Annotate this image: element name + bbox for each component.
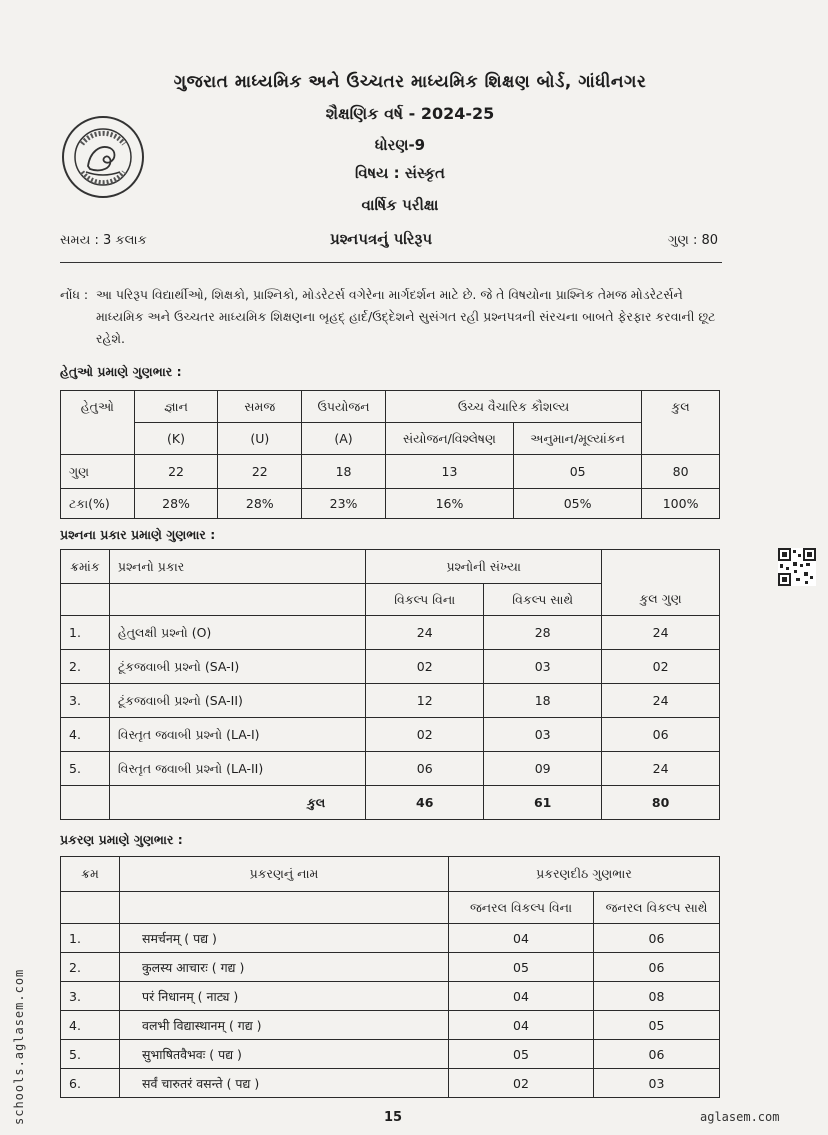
cell: વિસ્તૃત જવાબી પ્રશ્નો (LA-I)	[109, 718, 365, 752]
cell: सर्वं चारुतरं वसन्ते ( पद्य )	[120, 1069, 449, 1098]
no-header: ક્રમાંક	[61, 550, 110, 584]
empty-cell	[120, 892, 449, 924]
cell: 13	[385, 455, 513, 489]
cell: 2.	[61, 953, 120, 982]
evaluation-header: અનુમાન/મૂલ્યાંકન	[514, 423, 642, 455]
cell: 4.	[61, 1011, 120, 1040]
cell: 02	[449, 1069, 594, 1098]
cell: वलभी विद्यास्थानम् ( गद्य )	[120, 1011, 449, 1040]
knowledge-header: જ્ઞાન	[134, 391, 218, 423]
cell: 28%	[218, 489, 302, 519]
cell: 100%	[642, 489, 720, 519]
cell: 24	[602, 684, 720, 718]
chapters-table	[60, 856, 720, 1098]
cell: 5.	[61, 752, 110, 786]
empty-cell	[61, 786, 110, 820]
cell: 4.	[61, 718, 110, 752]
cell: 05	[449, 953, 594, 982]
table-row	[61, 1069, 720, 1098]
cell: 18	[302, 455, 386, 489]
cell: 1.	[61, 616, 110, 650]
knowledge-code: (K)	[134, 423, 218, 455]
application-header: ઉપયોજન	[302, 391, 386, 423]
cell: 02	[366, 650, 484, 684]
table-row	[61, 455, 720, 489]
cell: 3.	[61, 684, 110, 718]
exam-meta-row	[60, 230, 722, 253]
total-row	[61, 786, 720, 820]
cell: 09	[484, 752, 602, 786]
standard-label: ધોરણ-9	[374, 136, 426, 154]
qr-code-icon[interactable]	[778, 548, 816, 586]
table-row	[61, 982, 720, 1011]
cell: सुभाषितवैभवः ( पद्य )	[120, 1040, 449, 1069]
cell: 06	[594, 953, 720, 982]
cell: 22	[134, 455, 218, 489]
cell: 28%	[134, 489, 218, 519]
no-header: ક્રમ	[61, 857, 120, 892]
chapters-section-title: પ્રકરણ પ્રમાણે ગુણભાર :	[60, 832, 183, 847]
divider	[60, 262, 722, 263]
count-header: પ્રશ્નોની સંખ્યા	[366, 550, 602, 584]
subject-label: વિષય : સંસ્કૃત	[355, 164, 445, 182]
table-row	[61, 924, 720, 953]
hots-header: ઉચ્ચ વૈચારિક કૌશલ્ય	[385, 391, 641, 423]
table-row	[61, 616, 720, 650]
cell: 02	[366, 718, 484, 752]
table-row	[61, 684, 720, 718]
objectives-section-title: હેતુઓ પ્રમાણે ગુણભાર :	[60, 364, 182, 379]
table-row	[61, 650, 720, 684]
with-option-header: જનરલ વિકલ્પ સાથે	[594, 892, 720, 924]
cell: 18	[484, 684, 602, 718]
table-row	[61, 718, 720, 752]
cell: 12	[366, 684, 484, 718]
synthesis-header: સંયોજન/વિશ્લેષણ	[385, 423, 513, 455]
cell: 61	[484, 786, 602, 820]
cell: 05%	[514, 489, 642, 519]
cell: 23%	[302, 489, 386, 519]
cell: 02	[602, 650, 720, 684]
table-row	[61, 953, 720, 982]
cell: 80	[602, 786, 720, 820]
cell: 24	[602, 752, 720, 786]
cell: 03	[594, 1069, 720, 1098]
understanding-header: સમજ	[218, 391, 302, 423]
cell: 04	[449, 924, 594, 953]
row-label: ગુણ	[61, 455, 135, 489]
cell: 3.	[61, 982, 120, 1011]
academic-year: શૈક્ષણિક વર્ષ - 2024-25	[325, 104, 495, 123]
understanding-code: (U)	[218, 423, 302, 455]
cell: 24	[366, 616, 484, 650]
question-types-section-title: પ્રશ્નના પ્રકાર પ્રમાણે ગુણભાર :	[60, 527, 216, 542]
cell: 04	[449, 982, 594, 1011]
cell: 5.	[61, 1040, 120, 1069]
question-types-table	[60, 549, 720, 820]
cell: ટૂંકજવાબી પ્રશ્નો (SA-II)	[109, 684, 365, 718]
time-label: સમય : 3 કલાક	[60, 233, 147, 248]
cell: 03	[484, 650, 602, 684]
cell: परं निधानम् ( नाट्य )	[120, 982, 449, 1011]
cell: 03	[484, 718, 602, 752]
board-title: ગુજરાત માધ્યમિક અને ઉચ્ચતર માધ્યમિક શિક્ષણ બોર્ડ, ગાંધીનગર	[173, 72, 647, 92]
cell: 1.	[61, 924, 120, 953]
table-row	[61, 752, 720, 786]
with-option-header: વિકલ્પ સાથે	[484, 584, 602, 616]
empty-header	[602, 550, 720, 584]
cell: 80	[642, 455, 720, 489]
cell: 06	[594, 924, 720, 953]
cell: 6.	[61, 1069, 120, 1098]
cell: વિસ્તૃત જવાબી પ્રશ્નો (LA-II)	[109, 752, 365, 786]
cell: कुलस्य आचारः ( गद्य )	[120, 953, 449, 982]
table-row	[61, 1011, 720, 1040]
cell: 2.	[61, 650, 110, 684]
without-option-header: જનરલ વિકલ્પ વિના	[449, 892, 594, 924]
objective-header: હેતુઓ	[61, 391, 135, 455]
without-option-header: વિકલ્પ વિના	[366, 584, 484, 616]
footer-site: aglasem.com	[700, 1110, 780, 1124]
table-row	[61, 1040, 720, 1069]
cell: 24	[602, 616, 720, 650]
marks-label: ગુણ : 80	[667, 233, 718, 248]
table-row	[61, 489, 720, 519]
cell: 05	[449, 1040, 594, 1069]
board-seal-logo	[60, 114, 146, 200]
total-header: કુલ	[642, 391, 720, 455]
cell: समर्चनम् ( पद्य )	[120, 924, 449, 953]
cell: 08	[594, 982, 720, 1011]
page-number: 15	[384, 1110, 403, 1125]
cell: 46	[366, 786, 484, 820]
chapter-name-header: પ્રકરણનું નામ	[120, 857, 449, 892]
total-label: કુલ	[109, 786, 365, 820]
cell: 06	[602, 718, 720, 752]
cell: હેતુલક્ષી પ્રશ્નો (O)	[109, 616, 365, 650]
empty-cell	[109, 584, 365, 616]
cell: ટૂંકજવાબી પ્રશ્નો (SA-I)	[109, 650, 365, 684]
exam-label: વાર્ષિક પરીક્ષા	[361, 196, 439, 214]
cell: 16%	[385, 489, 513, 519]
side-watermark: schools.aglasem.com	[12, 968, 26, 1125]
total-marks-header: કુલ ગુણ	[602, 584, 720, 616]
note-text: આ પરિરૂપ વિદ્યાર્થીઓ, શિક્ષકો, પ્રાશ્નિકો, મોડરેટર્સ વગેરેના માર્ગદર્શન માટે છે. જે તે વિષયોના પ્રાશ્નિક તેમજ મોડરેટર્સને માધ્યમિક અને ઉચ્ચતર માધ્યમિક શિક્ષણના બૃહદ્ હાર્દ/ઉદ્દેશને સુસંગત રહી પ્રશ્નપત્રની સંરચના બાબતે ફેરફાર કરવાની છૂટ રહેશે.	[96, 287, 716, 346]
empty-cell	[61, 584, 110, 616]
cell: 04	[449, 1011, 594, 1040]
cell: 22	[218, 455, 302, 489]
empty-cell	[61, 892, 120, 924]
cell: 05	[514, 455, 642, 489]
cell: 05	[594, 1011, 720, 1040]
blueprint-heading: પ્રશ્નપત્રનું પરિરૂપ	[330, 230, 433, 248]
cell: 28	[484, 616, 602, 650]
note-label: નોંધ :	[60, 287, 89, 302]
type-header: પ્રશ્નનો પ્રકાર	[109, 550, 365, 584]
objectives-table	[60, 390, 720, 519]
weight-header: પ્રકરણદીઠ ગુણભાર	[449, 857, 720, 892]
application-code: (A)	[302, 423, 386, 455]
cell: 06	[594, 1040, 720, 1069]
row-label: ટકા(%)	[61, 489, 135, 519]
cell: 06	[366, 752, 484, 786]
